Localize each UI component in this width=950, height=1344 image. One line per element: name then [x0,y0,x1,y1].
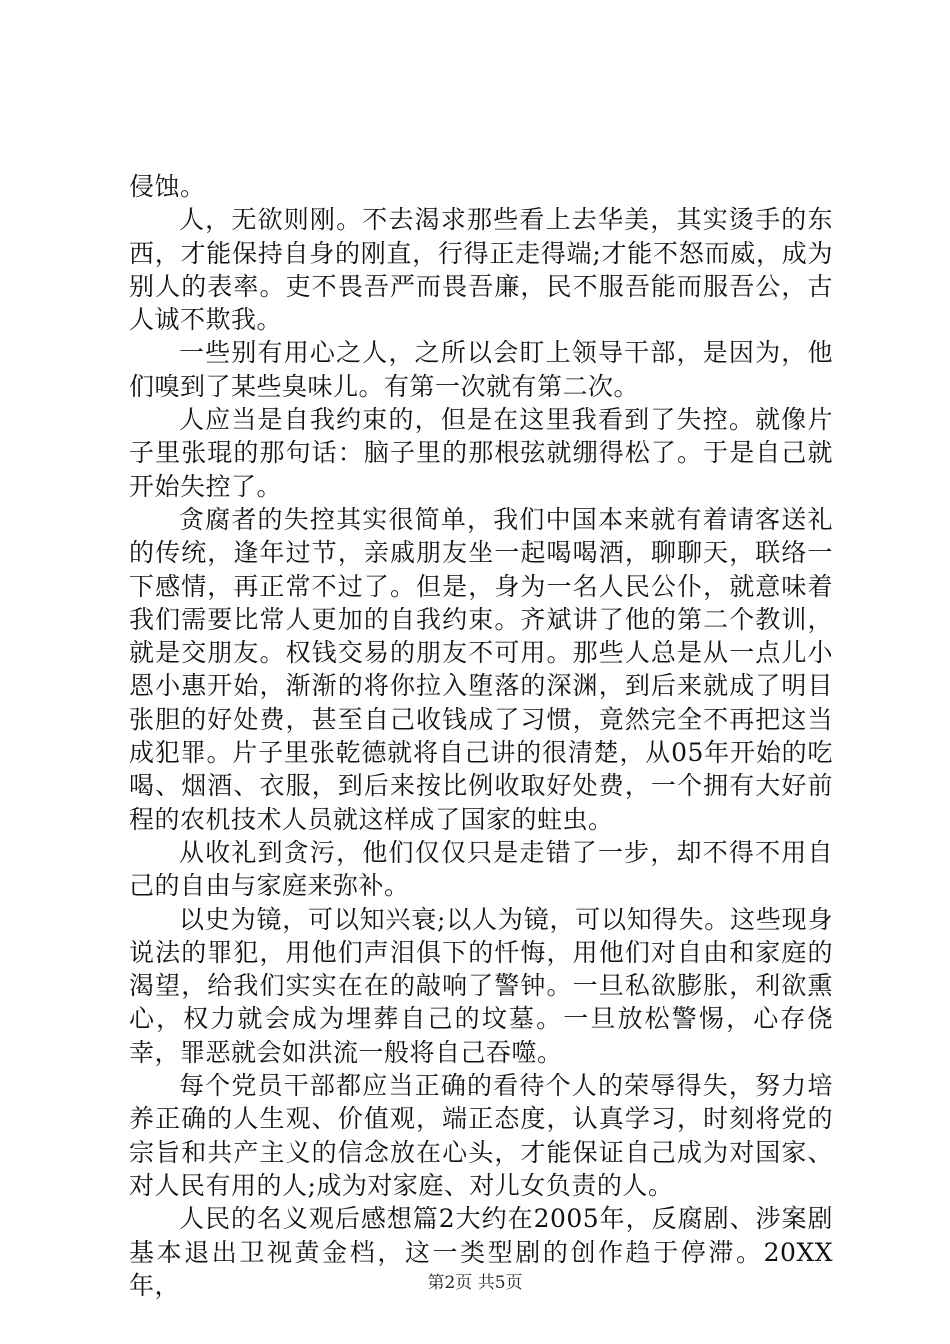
page-number-footer: 第2页 共5页 [427,1273,523,1293]
paragraph: 人应当是自我约束的，但是在这里我看到了失控。就像片子里张琨的那句话：脑子里的那根弦就绷得松了。于是自己就开始失控了。 [129,405,833,501]
paragraph-continuation: 侵蚀。 [129,172,206,201]
paragraph: 人，无欲则刚。不去渴求那些看上去华美，其实烫手的东西，才能保持自身的刚直，行得正走得端;才能不怒而威，成为别人的表率。吏不畏吾严而畏吾廉，民不服吾能而服吾公，古人诚不欺我。 [129,205,833,335]
paragraph: 贪腐者的失控其实很简单，我们中国本来就有着请客送礼的传统，逢年过节，亲戚朋友坐一起喝喝酒，聊聊天，联络一下感情，再正常不过了。但是，身为一名人民公仆，就意味着我们需要比常人更加的自我约束。齐斌讲了他的第二个教训，就是交朋友。权钱交易的朋友不可用。那些人总是从一点儿小恩小惠开始，渐渐的将你拉入堕落的深渊，到后来就成了明目张胆的好处费，甚至自己收钱成了习惯，竟然完全不再把这当成犯罪。片子里张乾德就将自己讲的很清楚，从05年开始的吃喝、烟酒、衣服，到后来按比例收取好处费，一个拥有大好前程的农机技术人员就这样成了国家的蛀虫。 [129,504,833,834]
paragraph: 从收礼到贪污，他们仅仅只是走错了一步，却不得不用自己的自由与家庭来弥补。 [129,837,833,901]
paragraph: 以史为镜，可以知兴衰;以人为镜，可以知得失。这些现身说法的罪犯，用他们声泪俱下的忏悔，用他们对自由和家庭的渴望，给我们实实在在的敲响了警钟。一旦私欲膨胀，利欲熏心，权力就会成为埋葬自己的坟墓。一旦放松警惕，心存侥幸，罪恶就会如洪流一般将自己吞噬。 [129,904,833,1067]
paragraph: 一些别有用心之人，之所以会盯上领导干部，是因为，他们嗅到了某些臭味儿。有第一次就有第二次。 [129,338,833,401]
paragraph: 每个党员干部都应当正确的看待个人的荣辱得失，努力培养正确的人生观、价值观，端正态度，认真学习，时刻将党的宗旨和共产主义的信念放在心头，才能保证自己成为对国家、对人民有用的人;成为对家庭、对儿女负责的人。 [129,1071,833,1200]
paragraph: 人民的名义观后感想篇2大约在2005年，反腐剧、涉案剧基本退出卫视黄金档，这一类型剧的创作趋于停滞。20XX年， [129,1204,833,1300]
document-body [129,170,833,1302]
